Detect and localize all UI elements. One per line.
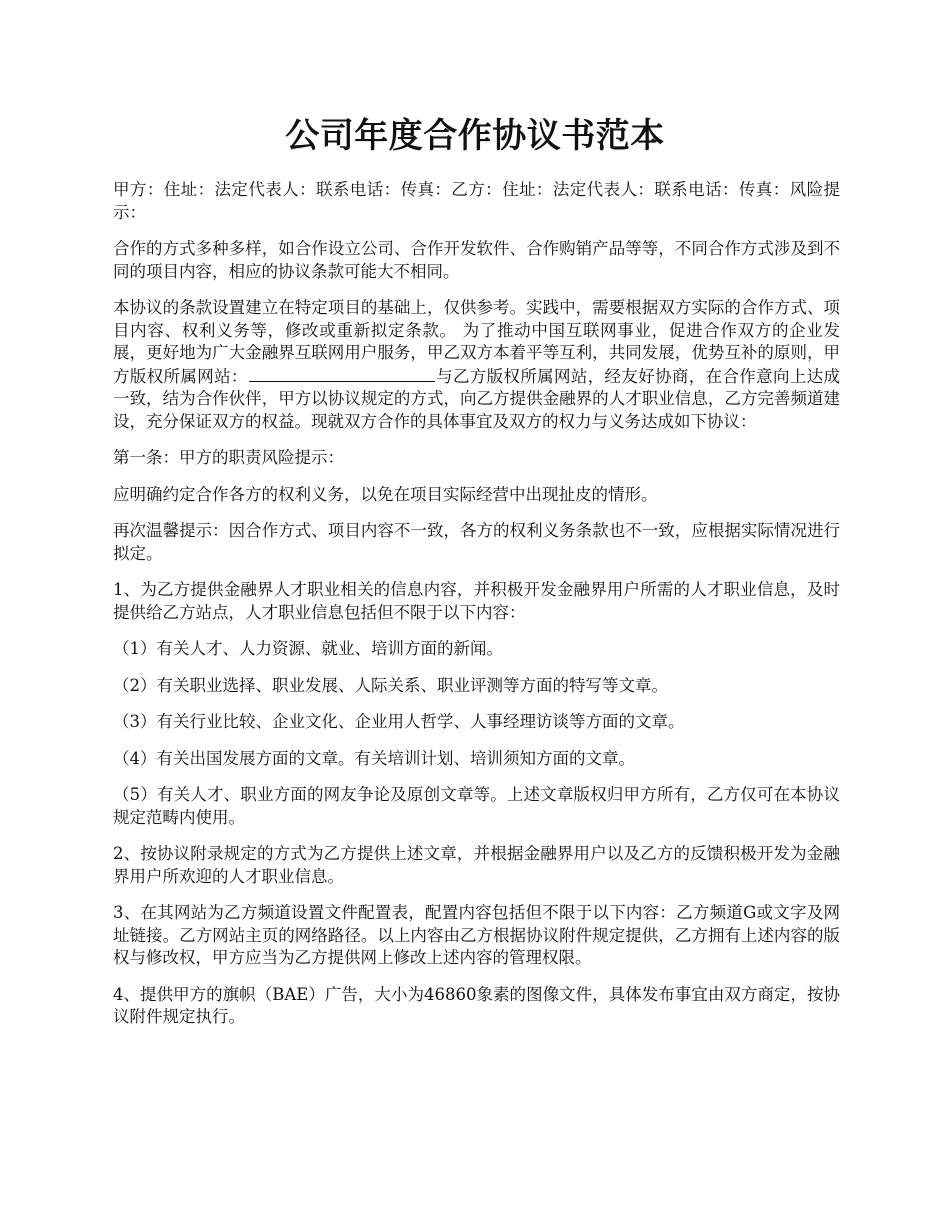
clause-1-item-1: （1）有关人才、人力资源、就业、培训方面的新闻。 — [113, 639, 503, 658]
clause-1-item-3: （3）有关行业比较、企业文化、企业用人哲学、人事经理访谈等方面的文章。 — [113, 712, 685, 731]
clause-1-item-2: （2）有关职业选择、职业发展、人际关系、职业评测等方面的特写等文章。 — [113, 675, 668, 695]
risk-note-paragraph: 应明确约定合作各方的权利义务，以免在项目实际经营中出现扯皮的情形。 — [113, 484, 658, 504]
document-title: 公司年度合作协议书范本 — [285, 116, 665, 156]
article-one-heading: 第一条：甲方的职责风险提示： — [113, 448, 344, 467]
cooperation-types-paragraph: 合作的方式多种多样，如合作设立公司、合作开发软件、合作购销产品等等，不同合作方式涉及到不同的项目内容，相应的协议条款可能大不相同。 — [113, 239, 840, 281]
preamble-text-before: 本协议的条款设置建立在特定项目的基础上，仅供参考。实践中，需要根据双方实际的合作方式、项目内容、权利义务等，修改或重新拟定条款。 为了推动中国互联网事业，促进合作双方的企业发展，更好地为广大金融界互联网用户服务，甲乙双方本着平等互利，共同发展，优势互补的原则，甲方版权所属网站： — [113, 298, 840, 386]
clause-2-paragraph: 2、按协议附录规定的方式为乙方提供上述文章，并根据金融界用户以及乙方的反馈积极开发为金融界用户所欢迎的人才职业信息。 — [113, 844, 840, 886]
clause-1-item-4: （4）有关出国发展方面的文章。有关培训计划、培训须知方面的文章。 — [113, 748, 635, 768]
clause-4-paragraph: 4、提供甲方的旗帜（BAE）广告，大小为46860象素的图像文件，具体发布事宜由双方商定，按协议附件规定执行。 — [113, 984, 840, 1026]
document-body — [113, 179, 840, 1043]
parties-paragraph: 甲方：住址：法定代表人：联系电话：传真：乙方：住址：法定代表人：联系电话：传真：风险提示： — [113, 180, 840, 222]
clause-3-paragraph: 3、在其网站为乙方频道设置文件配置表，配置内容包括但不限于以下内容：乙方频道G或文字及网址链接。乙方网站主页的网络路径。以上内容由乙方根据协议附件规定提供，乙方拥有上述内容的版权与修改权，甲方应当为乙方提供网上修改上述内容的管理权限。 — [113, 903, 840, 967]
preamble-text-after: 与乙方版权所属网站，经友好协商，在合作意向上达成一致，结为合作伙伴，甲方以协议规定的方式，向乙方提供金融界的人才职业信息，乙方完善频道建设，充分保证双方的权益。现就双方合作的具体事宜及双方的权力与义务达成如下协议： — [113, 366, 840, 431]
clause-1-paragraph: 1、为乙方提供金融界人才职业相关的信息内容，并积极开发金融界用户所需的人才职业信息，及时提供给乙方站点，人才职业信息包括但不限于以下内容： — [113, 580, 840, 622]
website-blank-line — [249, 365, 435, 382]
reminder-paragraph: 再次温馨提示：因合作方式、项目内容不一致，各方的权利义务条款也不一致，应根据实际情况进行拟定。 — [113, 521, 840, 563]
preamble-paragraph — [113, 297, 840, 433]
clause-1-item-5: （5）有关人才、职业方面的网友争论及原创文章等。上述文章版权归甲方所有，乙方仅可在本协议规定范畴内使用。 — [113, 785, 840, 827]
